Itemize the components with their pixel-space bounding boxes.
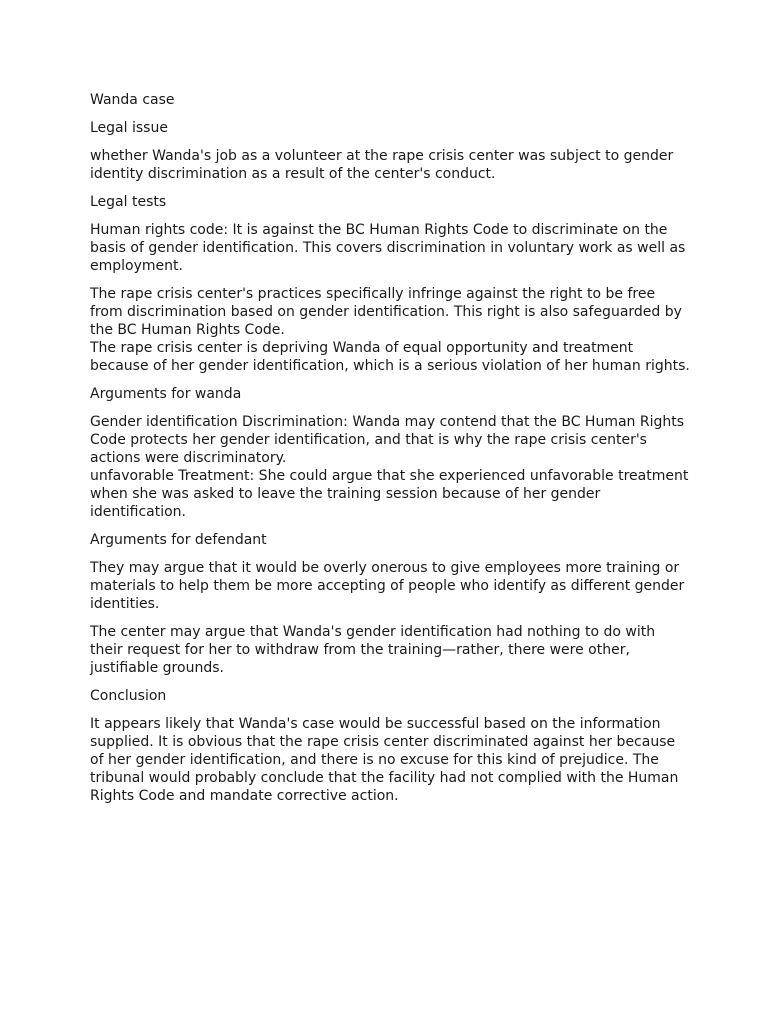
arguments-defendant-heading: Arguments for defendant	[90, 532, 267, 548]
arguments-wanda-paragraph: unfavorable Treatment: She could argue that she experienced unfavorable treatment when she was asked to leave the training session because of her gender identification.	[90, 468, 689, 520]
arguments-wanda-heading: Arguments for wanda	[90, 386, 242, 402]
conclusion-heading: Conclusion	[90, 688, 167, 704]
legal-issue-paragraph: whether Wanda's job as a volunteer at the rape crisis center was subject to gender identity discrimination as a result of the center's conduct.	[90, 148, 674, 182]
legal-issue-heading: Legal issue	[90, 120, 168, 136]
arguments-defendant-paragraph: They may argue that it would be overly onerous to give employees more training or materials to help them be more accepting of people who identify as different gender identities.	[90, 560, 685, 612]
document-page	[90, 91, 690, 815]
arguments-wanda-paragraph: Gender identification Discrimination: Wanda may contend that the BC Human Rights Code protects her gender identification, and that is why the rape crisis center's actions were discriminatory.	[90, 414, 685, 466]
legal-tests-heading: Legal tests	[90, 194, 167, 210]
legal-tests-paragraph: The rape crisis center's practices specifically infringe against the right to be free from discrimination based on gender identification. This right is also safeguarded by the BC Human Rights Code.	[90, 286, 682, 338]
legal-tests-paragraph: Human rights code: It is against the BC Human Rights Code to discriminate on the basis of gender identification. This covers discrimination in voluntary work as well as employment.	[90, 222, 686, 274]
document-title: Wanda case	[90, 92, 175, 108]
legal-tests-paragraph: The rape crisis center is depriving Wanda of equal opportunity and treatment because of her gender identification, which is a serious violation of her human rights.	[90, 340, 690, 374]
arguments-defendant-paragraph: The center may argue that Wanda's gender identification had nothing to do with their request for her to withdraw from the training—rather, there were other, justifiable grounds.	[90, 624, 656, 676]
conclusion-paragraph: It appears likely that Wanda's case would be successful based on the information supplied. It is obvious that the rape crisis center discriminated against her because of her gender identification, and there is no excuse for this kind of prejudice. The tribunal would probably conclude that the facility had not complied with the Human Rights Code and mandate corrective action.	[90, 716, 679, 804]
